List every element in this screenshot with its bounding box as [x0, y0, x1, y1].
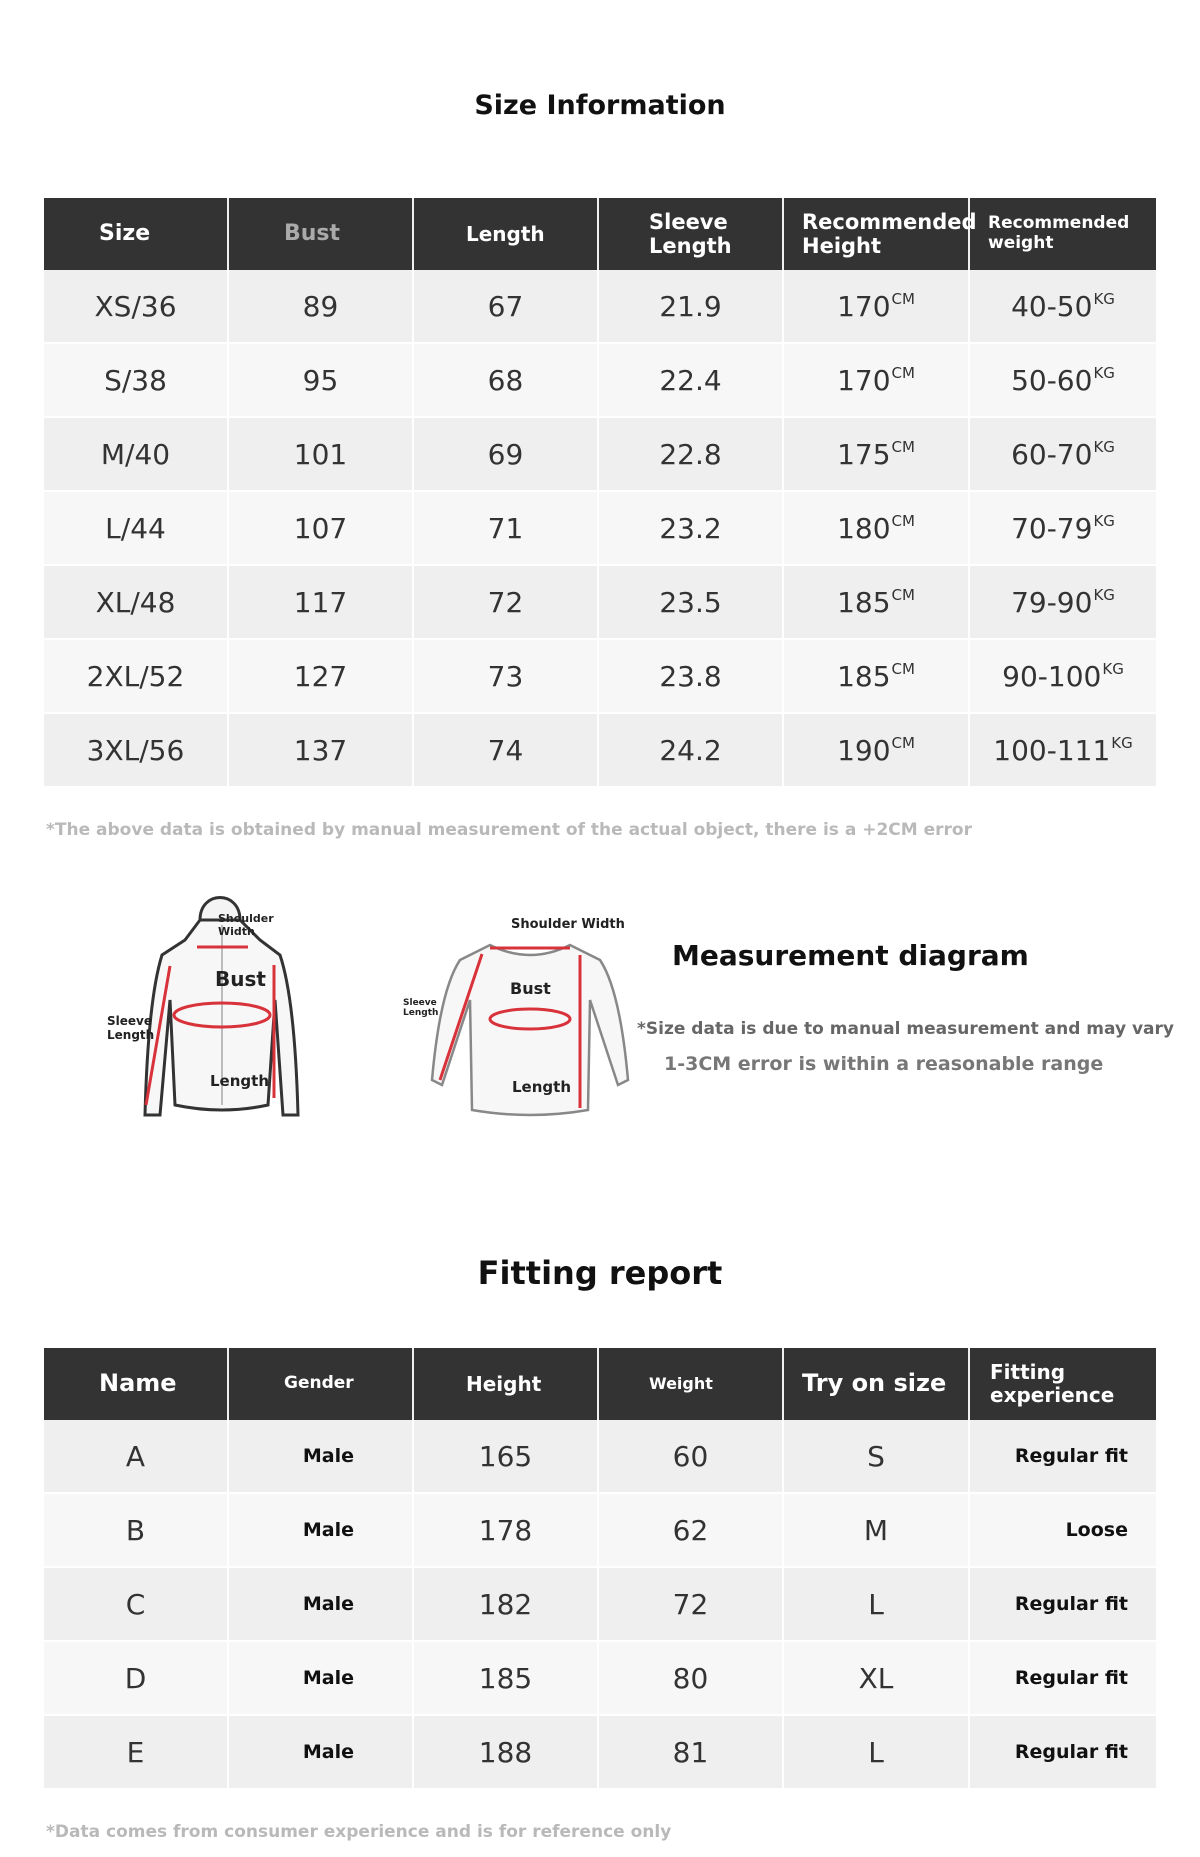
- cell-try-on-size: L: [784, 1716, 970, 1790]
- cell-weight: 62: [599, 1494, 784, 1568]
- cell-try-on-size: XL: [784, 1642, 970, 1716]
- jacket-length-label: Length: [210, 1072, 269, 1090]
- cell-try-on-size: M: [784, 1494, 970, 1568]
- size-row: [44, 640, 1156, 714]
- cell-gender: Male: [229, 1716, 414, 1790]
- cell-name: E: [44, 1716, 229, 1790]
- cell-sleeve: 24.2: [599, 714, 784, 788]
- cell-name: B: [44, 1494, 229, 1568]
- weight-value: 60-70: [1011, 437, 1093, 471]
- header-height: Height: [414, 1348, 599, 1420]
- height-value: 175: [837, 437, 891, 471]
- header-size: Size: [44, 198, 229, 270]
- weight-unit: KG: [1093, 511, 1115, 530]
- height-unit: CM: [891, 733, 915, 752]
- cell-fitting-experience: Regular fit: [970, 1420, 1156, 1494]
- cell-weight: 80: [599, 1642, 784, 1716]
- cell-try-on-size: L: [784, 1568, 970, 1642]
- cell-bust: 137: [229, 714, 414, 788]
- cell-size: 2XL/52: [44, 640, 229, 714]
- cell-height: 182: [414, 1568, 599, 1642]
- cell-length: 67: [414, 270, 599, 344]
- cell-name: C: [44, 1568, 229, 1642]
- fitting-row: [44, 1716, 1156, 1790]
- height-unit: CM: [891, 659, 915, 678]
- cell-fitting-experience: Regular fit: [970, 1642, 1156, 1716]
- cell-length: 69: [414, 418, 599, 492]
- cell-weight: [970, 640, 1156, 714]
- cell-weight: [970, 492, 1156, 566]
- cell-fitting-experience: Regular fit: [970, 1716, 1156, 1790]
- size-row: [44, 344, 1156, 418]
- height-unit: CM: [891, 511, 915, 530]
- jacket-sleeve-label: Sleeve Length: [107, 1014, 155, 1042]
- cell-size: 3XL/56: [44, 714, 229, 788]
- cell-height: [784, 640, 970, 714]
- height-value: 185: [837, 659, 891, 693]
- height-unit: CM: [891, 363, 915, 382]
- cell-bust: 107: [229, 492, 414, 566]
- cell-height: 185: [414, 1642, 599, 1716]
- cell-bust: 101: [229, 418, 414, 492]
- cell-size: XS/36: [44, 270, 229, 344]
- cell-sleeve: 23.2: [599, 492, 784, 566]
- cell-fitting-experience: Loose: [970, 1494, 1156, 1568]
- cell-bust: 95: [229, 344, 414, 418]
- weight-value: 40-50: [1011, 289, 1093, 323]
- fitting-note: *Data comes from consumer experience and is for reference only: [46, 1822, 672, 1842]
- sweater-diagram: [420, 930, 640, 1130]
- cell-sleeve: 23.8: [599, 640, 784, 714]
- header-recommended-height: Recommended Height: [784, 198, 970, 270]
- cell-size: L/44: [44, 492, 229, 566]
- cell-sleeve: 22.8: [599, 418, 784, 492]
- size-row: [44, 418, 1156, 492]
- cell-sleeve: 21.9: [599, 270, 784, 344]
- weight-unit: KG: [1102, 659, 1124, 678]
- fitting-row: [44, 1494, 1156, 1568]
- cell-length: 68: [414, 344, 599, 418]
- cell-weight: 81: [599, 1716, 784, 1790]
- size-row: [44, 566, 1156, 640]
- cell-size: S/38: [44, 344, 229, 418]
- size-info-title: Size Information: [474, 90, 726, 121]
- sweater-bust-label: Bust: [510, 979, 551, 998]
- cell-length: 72: [414, 566, 599, 640]
- cell-weight: [970, 418, 1156, 492]
- cell-size: XL/48: [44, 566, 229, 640]
- header-length: Length: [414, 198, 599, 270]
- size-row: [44, 714, 1156, 788]
- header-weight: Weight: [599, 1348, 784, 1420]
- cell-height: [784, 344, 970, 418]
- cell-height: [784, 566, 970, 640]
- sweater-sleeve-label: Sleeve Length: [403, 998, 439, 1019]
- cell-try-on-size: S: [784, 1420, 970, 1494]
- height-value: 185: [837, 585, 891, 619]
- cell-gender: Male: [229, 1494, 414, 1568]
- fitting-row: [44, 1420, 1156, 1494]
- header-sleeve-length: Sleeve Length: [599, 198, 784, 270]
- cell-size: M/40: [44, 418, 229, 492]
- sweater-length-label: Length: [512, 1078, 571, 1096]
- cell-name: A: [44, 1420, 229, 1494]
- diagram-note-1: *Size data is due to manual measurement and may vary: [637, 1019, 1174, 1039]
- cell-gender: Male: [229, 1642, 414, 1716]
- height-value: 170: [837, 289, 891, 323]
- header-try-on-size: Try on size: [784, 1348, 970, 1420]
- size-table-header: [44, 198, 1156, 270]
- header-recommended-weight: Recommended weight: [970, 198, 1156, 270]
- fitting-table: [44, 1348, 1156, 1790]
- weight-value: 50-60: [1011, 363, 1093, 397]
- header-bust: Bust: [229, 198, 414, 270]
- cell-height: 165: [414, 1420, 599, 1494]
- header-fitting-experience: Fitting experience: [970, 1348, 1156, 1420]
- cell-weight: [970, 344, 1156, 418]
- cell-height: [784, 270, 970, 344]
- fitting-row: [44, 1568, 1156, 1642]
- diagram-title: Measurement diagram: [672, 939, 1029, 972]
- size-row: [44, 492, 1156, 566]
- cell-length: 71: [414, 492, 599, 566]
- cell-weight: 72: [599, 1568, 784, 1642]
- cell-gender: Male: [229, 1420, 414, 1494]
- header-gender: Gender: [229, 1348, 414, 1420]
- fitting-row: [44, 1642, 1156, 1716]
- cell-length: 73: [414, 640, 599, 714]
- cell-height: 188: [414, 1716, 599, 1790]
- cell-gender: Male: [229, 1568, 414, 1642]
- weight-value: 90-100: [1002, 659, 1102, 693]
- height-unit: CM: [891, 585, 915, 604]
- jacket-shoulder-label: Shoulder Width: [218, 912, 274, 938]
- weight-value: 79-90: [1011, 585, 1093, 619]
- weight-value: 100-111: [993, 733, 1111, 767]
- weight-unit: KG: [1111, 733, 1133, 752]
- cell-fitting-experience: Regular fit: [970, 1568, 1156, 1642]
- cell-height: [784, 492, 970, 566]
- cell-height: [784, 418, 970, 492]
- height-unit: CM: [891, 437, 915, 456]
- cell-height: [784, 714, 970, 788]
- weight-unit: KG: [1093, 289, 1115, 308]
- sweater-shoulder-label: Shoulder Width: [511, 917, 625, 932]
- weight-unit: KG: [1093, 437, 1115, 456]
- cell-bust: 127: [229, 640, 414, 714]
- jacket-bust-label: Bust: [215, 967, 266, 991]
- cell-length: 74: [414, 714, 599, 788]
- cell-weight: 60: [599, 1420, 784, 1494]
- cell-bust: 89: [229, 270, 414, 344]
- cell-weight: [970, 566, 1156, 640]
- fitting-table-header: [44, 1348, 1156, 1420]
- header-name: Name: [44, 1348, 229, 1420]
- size-row: [44, 270, 1156, 344]
- cell-bust: 117: [229, 566, 414, 640]
- cell-weight: [970, 270, 1156, 344]
- weight-unit: KG: [1093, 363, 1115, 382]
- weight-unit: KG: [1093, 585, 1115, 604]
- height-value: 190: [837, 733, 891, 767]
- cell-name: D: [44, 1642, 229, 1716]
- diagram-note-2: 1-3CM error is within a reasonable range: [664, 1053, 1104, 1075]
- weight-value: 70-79: [1011, 511, 1093, 545]
- height-value: 180: [837, 511, 891, 545]
- size-note: *The above data is obtained by manual measurement of the actual object, there is a +2CM error: [46, 820, 972, 840]
- fitting-title: Fitting report: [477, 1254, 723, 1292]
- cell-height: 178: [414, 1494, 599, 1568]
- size-table: [44, 198, 1156, 788]
- cell-sleeve: 23.5: [599, 566, 784, 640]
- height-value: 170: [837, 363, 891, 397]
- cell-weight: [970, 714, 1156, 788]
- cell-sleeve: 22.4: [599, 344, 784, 418]
- height-unit: CM: [891, 289, 915, 308]
